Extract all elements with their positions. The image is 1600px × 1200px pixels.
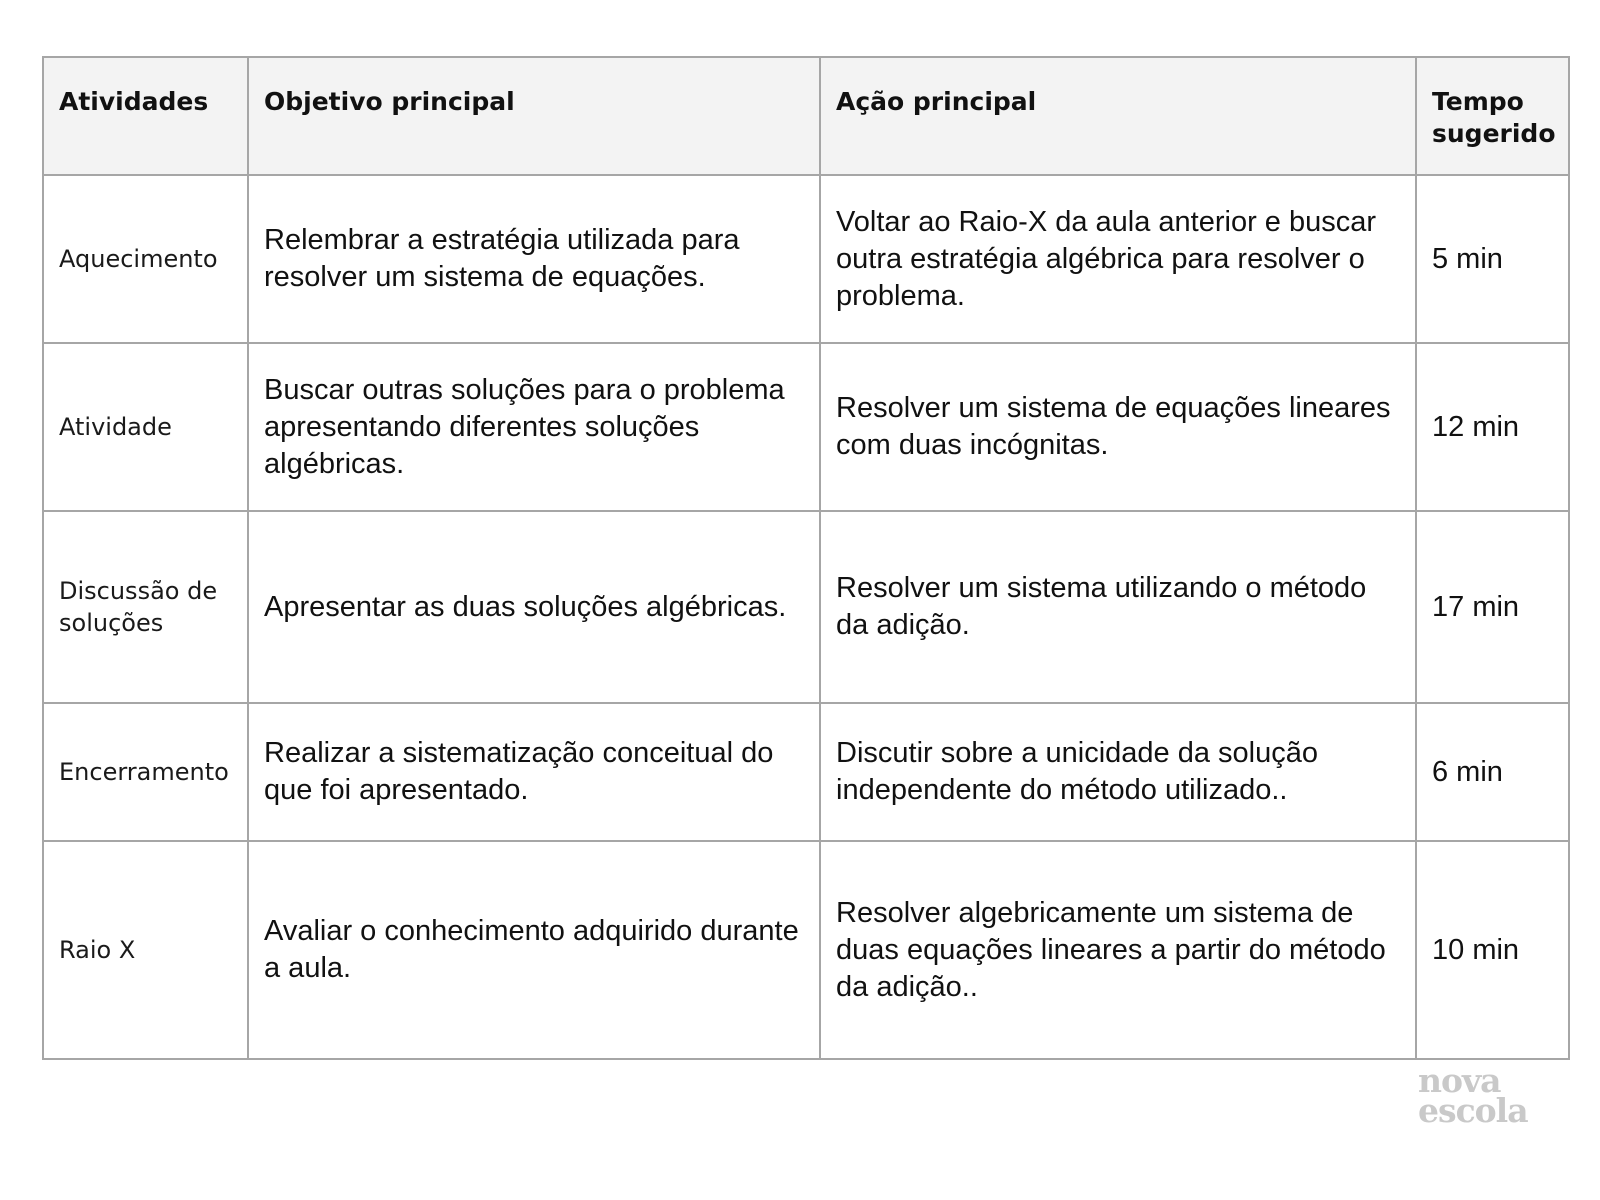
objective-cell: Relembrar a estratégia utilizada para resolver um sistema de equações. <box>248 175 820 343</box>
time-cell: 17 min <box>1416 511 1569 703</box>
activity-cell: Aquecimento <box>43 175 248 343</box>
logo-line-escola: escola <box>1418 1091 1528 1130</box>
time-cell: 6 min <box>1416 703 1569 841</box>
table-row <box>43 841 1569 1059</box>
time-cell: 5 min <box>1416 175 1569 343</box>
activity-cell: Discussão de soluções <box>43 511 248 703</box>
table-row <box>43 703 1569 841</box>
time-cell: 10 min <box>1416 841 1569 1059</box>
header-suggested-time: Tempo sugerido <box>1416 57 1569 175</box>
activity-cell: Raio X <box>43 841 248 1059</box>
activity-cell: Encerramento <box>43 703 248 841</box>
action-cell: Resolver algebricamente um sistema de duas equações lineares a partir do método da adição.. <box>820 841 1416 1059</box>
action-cell: Discutir sobre a unicidade da solução independente do método utilizado.. <box>820 703 1416 841</box>
objective-cell: Avaliar o conhecimento adquirido durante a aula. <box>248 841 820 1059</box>
table-row <box>43 175 1569 343</box>
action-cell: Resolver um sistema de equações lineares com duas incógnitas. <box>820 343 1416 511</box>
table-header-row <box>43 57 1569 175</box>
activity-cell: Atividade <box>43 343 248 511</box>
header-activities: Atividades <box>43 57 248 175</box>
objective-cell: Apresentar as duas soluções algébricas. <box>248 511 820 703</box>
lesson-plan-table <box>42 56 1570 1060</box>
nova-escola-logo <box>1418 1061 1538 1130</box>
objective-cell: Realizar a sistematização conceitual do que foi apresentado. <box>248 703 820 841</box>
action-cell: Voltar ao Raio-X da aula anterior e buscar outra estratégia algébrica para resolver o problema. <box>820 175 1416 343</box>
header-main-action: Ação principal <box>820 57 1416 175</box>
header-main-objective: Objetivo principal <box>248 57 820 175</box>
table-row <box>43 343 1569 511</box>
action-cell: Resolver um sistema utilizando o método da adição. <box>820 511 1416 703</box>
objective-cell: Buscar outras soluções para o problema apresentando diferentes soluções algébricas. <box>248 343 820 511</box>
logo-line-nova: nova <box>1418 1061 1501 1100</box>
time-cell: 12 min <box>1416 343 1569 511</box>
table-row <box>43 511 1569 703</box>
